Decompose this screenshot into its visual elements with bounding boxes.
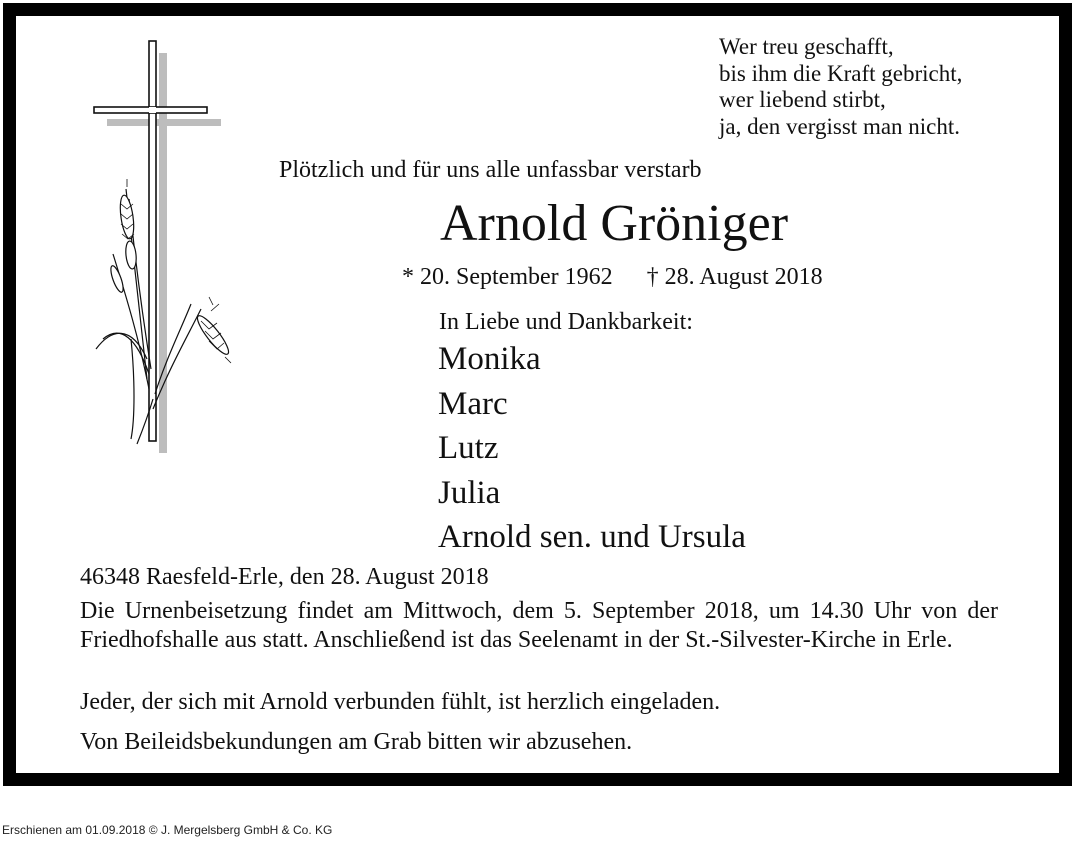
condolence-note: Von Beileidsbekundungen am Grab bitten wir abzusehen. xyxy=(80,729,633,755)
mourner-name: Julia xyxy=(438,474,501,511)
cross-with-wheat-icon xyxy=(91,39,251,459)
poem-line: wer liebend stirbt, xyxy=(719,87,886,112)
obituary-notice xyxy=(3,3,1072,786)
poem-line: bis ihm die Kraft gebricht, xyxy=(719,60,963,86)
mourners-list xyxy=(438,337,746,560)
mourner-name: Marc xyxy=(438,385,508,422)
birth-date: * 20. September 1962 xyxy=(402,264,613,290)
deceased-name: Arnold Gröniger xyxy=(440,195,789,252)
life-dates xyxy=(402,264,823,291)
invitation-text: Jeder, der sich mit Arnold verbunden fühlt, ist herzlich eingeladen. xyxy=(80,689,721,715)
poem-line: ja, den vergisst man nicht. xyxy=(719,113,961,139)
memorial-poem xyxy=(719,34,962,140)
mourner-name: Arnold sen. und Ursula xyxy=(438,519,746,555)
thanks-line: In Liebe und Dankbarkeit: xyxy=(439,309,693,335)
mourner-name: Lutz xyxy=(438,430,499,466)
mourner-name: Monika xyxy=(438,341,541,377)
place-and-date: 46348 Raesfeld-Erle, den 28. August 2018 xyxy=(80,564,489,590)
funeral-announcement: Die Urnenbeisetzung findet am Mittwoch, dem 5. September 2018, um 14.30 Uhr von der Friedhofshalle aus statt. Anschließend ist das Seelenamt in der St.-Silvester-Kirche in Erle. xyxy=(80,598,998,653)
publication-credit: Erschienen am 01.09.2018 © J. Mergelsberg GmbH & Co. KG xyxy=(2,823,333,837)
poem-line: Wer treu geschafft, xyxy=(719,34,894,59)
death-date: † 28. August 2018 xyxy=(646,264,823,290)
intro-text: Plötzlich und für uns alle unfassbar verstarb xyxy=(279,157,702,183)
